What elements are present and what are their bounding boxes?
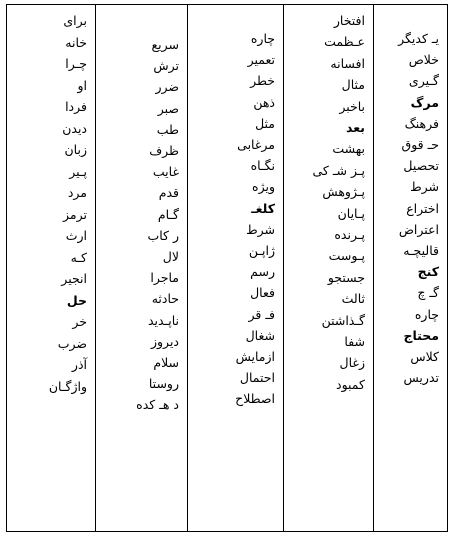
word-cell: ر کاب (147, 227, 179, 243)
word-cell: تحصیل (403, 158, 439, 174)
word-cell: پـایان (337, 205, 365, 221)
word-cell: اختراع (406, 200, 439, 216)
word-cell: کنج (417, 264, 439, 280)
word-cell: قدم (158, 185, 179, 201)
word-cell: شرط (246, 221, 275, 237)
word-cell: خطر (250, 73, 275, 89)
word-cell: د هـ کده (136, 397, 179, 413)
word-cell: لال (162, 249, 179, 264)
word-cell: سریع (151, 37, 179, 52)
word-cell: روستا (148, 376, 179, 392)
table-column (7, 5, 95, 531)
word-cell: غایب (152, 164, 179, 180)
word-cell: ماجرا (150, 270, 179, 286)
word-cell: یـ کدیگر (398, 31, 439, 46)
word-cell: شفا (344, 334, 365, 349)
word-cell: افسانه (330, 55, 365, 71)
word-cell: افتخار (333, 13, 365, 28)
word-cell: قالیچـه (403, 243, 439, 258)
word-cell: بعد (346, 120, 365, 135)
word-cell: بهشت (332, 141, 365, 157)
word-cell: ضرر (155, 79, 179, 95)
word-cell: جستجو (327, 269, 365, 285)
word-cell: ناپـدید (147, 312, 179, 328)
word-cell: ویژه (252, 179, 275, 195)
word-cell: پـوست (328, 248, 365, 264)
word-cell: شرط (410, 179, 439, 195)
word-cell: مرگ (410, 94, 439, 110)
vocabulary-table (6, 4, 448, 532)
word-cell: کلاس (410, 349, 439, 364)
word-cell: تدریس (403, 370, 439, 386)
word-cell: پـژوهش (322, 184, 365, 200)
word-cell: گـذاشتن (321, 312, 365, 328)
word-cell: چاره (414, 306, 439, 322)
word-cell: نگـاه (250, 158, 275, 174)
word-cell: گـیری (408, 73, 439, 89)
word-cell: حل (66, 292, 87, 308)
word-cell: برای (63, 13, 87, 28)
word-cell: ازمایش (235, 349, 275, 364)
word-cell: مثل (255, 115, 275, 131)
word-cell: فعال (250, 285, 275, 301)
word-cell: باخبر (339, 98, 365, 114)
word-cell: دیروز (150, 333, 179, 349)
word-cell: فـ قر (248, 306, 275, 322)
word-cell: خانه (65, 34, 87, 50)
word-cell: ترش (153, 58, 179, 74)
word-cell: ضرب (57, 335, 87, 351)
word-cell: پـیر (69, 163, 87, 179)
word-cell: چاره (250, 31, 275, 46)
word-cell: پـرنده (334, 227, 365, 242)
word-cell: انجیر (61, 271, 87, 286)
word-cell: طب (156, 121, 179, 137)
word-cell: ذهن (253, 94, 275, 110)
word-cell: رسم (250, 264, 275, 280)
word-cell: چـرا (65, 56, 87, 71)
word-cell: پـز شـ کی (312, 162, 365, 178)
word-cell: فرهنگ (404, 115, 439, 131)
table-column (95, 5, 187, 531)
word-cell: سلام (153, 355, 179, 370)
word-cell: صبر (157, 100, 179, 116)
word-cell: فردا (65, 99, 87, 114)
word-cell: زغال (339, 355, 365, 371)
word-cell: گـ چ (417, 285, 439, 301)
word-cell: حـ قوق (401, 137, 439, 152)
word-cell: مثال (341, 77, 365, 93)
word-cell: خر (72, 314, 87, 329)
table-column (373, 5, 447, 531)
word-cell: عـظمت (324, 34, 365, 50)
word-cell: ثالث (341, 291, 365, 307)
word-cell: محتاج (403, 327, 439, 343)
word-cell: تعمیر (247, 52, 275, 68)
word-cell: گـام (157, 206, 179, 222)
table-column (283, 5, 373, 531)
word-cell: کلغـ (251, 200, 275, 216)
word-cell: زبان (64, 142, 87, 157)
word-cell: خلاص (408, 52, 439, 68)
word-cell: شغال (245, 327, 275, 343)
word-cell: حادثه (151, 291, 179, 307)
word-cell: ظرف (149, 143, 179, 158)
word-cell: ترمز (63, 206, 87, 222)
word-cell: ژاپـن (248, 243, 275, 258)
word-cell: احتمال (239, 370, 275, 386)
word-cell: کمبود (336, 376, 365, 392)
table-column (187, 5, 283, 531)
word-cell: ارث (65, 228, 87, 243)
word-cell: مرد (67, 185, 87, 200)
word-cell: اصطلاح (235, 391, 275, 407)
word-cell: واژگـان (48, 378, 87, 394)
word-cell: آذر (71, 357, 87, 372)
word-cell: مرغابی (237, 137, 275, 152)
word-cell: او (77, 77, 87, 93)
word-cell: کـه (70, 249, 87, 265)
word-cell: اعتراض (398, 221, 439, 237)
word-cell: دیدن (62, 120, 87, 136)
